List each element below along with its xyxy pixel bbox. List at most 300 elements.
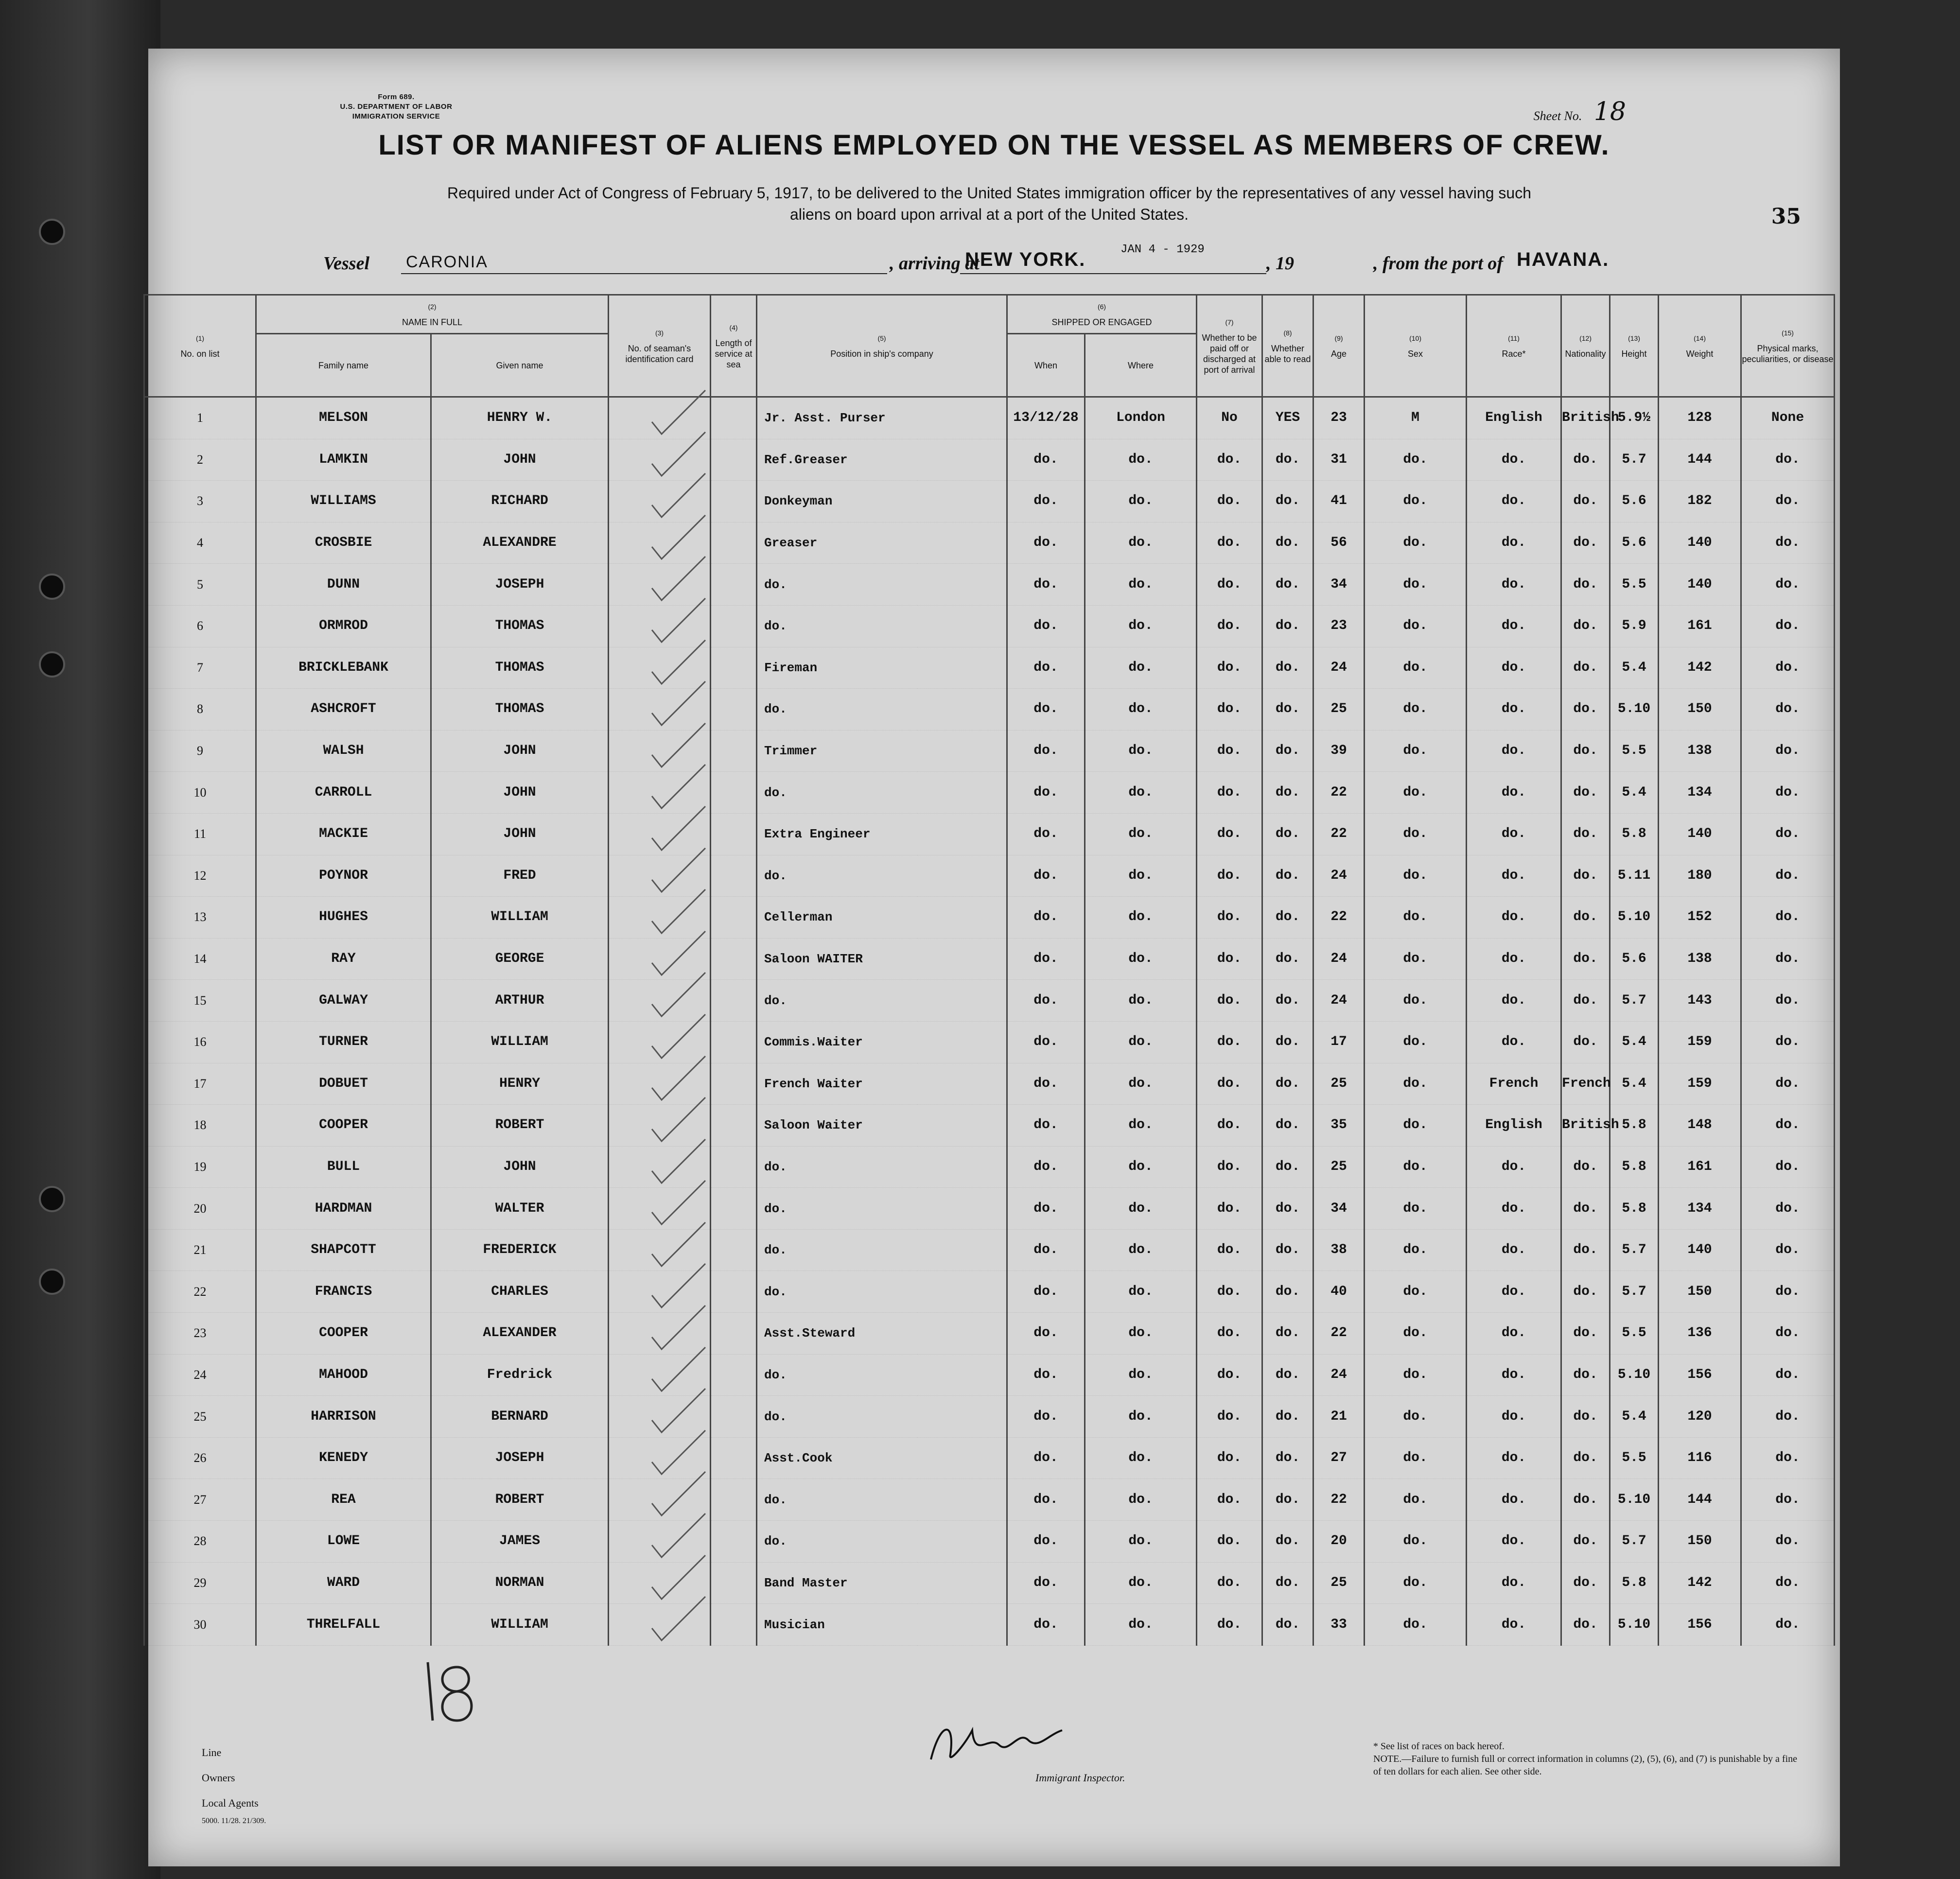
nationality: do. [1561, 938, 1610, 980]
height: 5.6 [1610, 938, 1659, 980]
service-length [711, 1229, 757, 1271]
family-name: WILLIAMS [256, 481, 431, 522]
row-number: 25 [144, 1396, 256, 1438]
race: do. [1467, 1437, 1561, 1479]
family-name: ORMROD [256, 605, 431, 647]
paid-off: do. [1197, 1354, 1262, 1396]
table-row [144, 1063, 1835, 1105]
given-name: WILLIAM [431, 897, 609, 939]
row-number: 21 [144, 1229, 256, 1271]
col-label: Whether able to read [1264, 343, 1311, 364]
paid-off: do. [1197, 1021, 1262, 1063]
shipped-where: do. [1085, 439, 1197, 481]
sex: do. [1365, 1604, 1467, 1646]
nationality: do. [1561, 813, 1610, 855]
able-to-read: do. [1262, 689, 1313, 731]
able-to-read: do. [1262, 1063, 1313, 1105]
nationality: French [1561, 1063, 1610, 1105]
paid-off: No [1197, 397, 1262, 439]
family-name: LAMKIN [256, 439, 431, 481]
nationality: do. [1561, 1396, 1610, 1438]
col-height-header [1610, 295, 1659, 397]
nationality: do. [1561, 1604, 1610, 1646]
paid-off: do. [1197, 980, 1262, 1022]
physical-marks: do. [1741, 855, 1835, 897]
col-name-header [256, 295, 609, 334]
service-length [711, 1479, 757, 1521]
table-row [144, 647, 1835, 689]
height: 5.8 [1610, 1146, 1659, 1188]
race: do. [1467, 689, 1561, 731]
able-to-read: do. [1262, 772, 1313, 814]
physical-marks: do. [1741, 897, 1835, 939]
shipped-where: do. [1085, 1063, 1197, 1105]
col-num: (6) [1097, 302, 1106, 311]
row-number: 2 [144, 439, 256, 481]
given-name: THOMAS [431, 647, 609, 689]
physical-marks: do. [1741, 564, 1835, 606]
from-port: HAVANA. [1517, 249, 1610, 270]
sex: do. [1365, 439, 1467, 481]
row-number: 17 [144, 1063, 256, 1105]
col-position-header [757, 295, 1007, 397]
document-subtitle [309, 182, 1670, 225]
given-name: JOSEPH [431, 1437, 609, 1479]
physical-marks: do. [1741, 1146, 1835, 1188]
nationality: do. [1561, 1229, 1610, 1271]
age: 56 [1313, 522, 1365, 564]
family-name: REA [256, 1479, 431, 1521]
shipped-where: do. [1085, 1271, 1197, 1313]
position: Trimmer [757, 730, 1007, 772]
sex: do. [1365, 1229, 1467, 1271]
shipped-when: do. [1007, 439, 1085, 481]
position: Donkeyman [757, 481, 1007, 522]
binder-hole [39, 651, 65, 678]
nationality: do. [1561, 730, 1610, 772]
weight: 144 [1659, 1479, 1741, 1521]
shipped-where: do. [1085, 1229, 1197, 1271]
shipped-where: do. [1085, 730, 1197, 772]
able-to-read: do. [1262, 522, 1313, 564]
footer-local-agents-label: Local Agents [202, 1797, 259, 1809]
service-length [711, 1562, 757, 1604]
shipped-when: do. [1007, 1229, 1085, 1271]
race: do. [1467, 1271, 1561, 1313]
race: do. [1467, 1146, 1561, 1188]
paid-off: do. [1197, 855, 1262, 897]
height: 5.7 [1610, 1521, 1659, 1563]
fine-note: NOTE.—Failure to furnish full or correct information in columns (2), (5), (6), and (7) is punishable by a fine of ten dollars for each alien. See other side. [1373, 1754, 1798, 1777]
shipped-where: do. [1085, 813, 1197, 855]
family-name: BULL [256, 1146, 431, 1188]
weight: 134 [1659, 772, 1741, 814]
position: do. [757, 1354, 1007, 1396]
service-length [711, 689, 757, 731]
position: Fireman [757, 647, 1007, 689]
col-label: Race* [1502, 348, 1526, 359]
table-row [144, 1437, 1835, 1479]
shipped-where: do. [1085, 1521, 1197, 1563]
col-family-name-header: Family name [256, 334, 431, 397]
position: do. [757, 1396, 1007, 1438]
col-label: NAME IN FULL [402, 317, 463, 327]
shipped-where: do. [1085, 855, 1197, 897]
given-name: JOHN [431, 813, 609, 855]
nationality: do. [1561, 1562, 1610, 1604]
able-to-read: do. [1262, 605, 1313, 647]
col-label: Length of service at sea [715, 338, 752, 369]
weight: 138 [1659, 730, 1741, 772]
height: 5.11 [1610, 855, 1659, 897]
service-length [711, 605, 757, 647]
family-name: HARDMAN [256, 1188, 431, 1230]
sex: do. [1365, 1146, 1467, 1188]
sex: do. [1365, 1188, 1467, 1230]
family-name: HUGHES [256, 897, 431, 939]
shipped-when: do. [1007, 1271, 1085, 1313]
paid-off: do. [1197, 1063, 1262, 1105]
height: 5.7 [1610, 1271, 1659, 1313]
row-number: 13 [144, 897, 256, 939]
col-label: Nationality [1565, 348, 1606, 359]
table-row [144, 564, 1835, 606]
col-weight-header [1659, 295, 1741, 397]
race: do. [1467, 564, 1561, 606]
row-number: 6 [144, 605, 256, 647]
family-name: BRICKLEBANK [256, 647, 431, 689]
able-to-read: do. [1262, 564, 1313, 606]
shipped-where: do. [1085, 647, 1197, 689]
shipped-where: do. [1085, 1604, 1197, 1646]
physical-marks: do. [1741, 1229, 1835, 1271]
weight: 150 [1659, 1271, 1741, 1313]
table-row [144, 1271, 1835, 1313]
paid-off: do. [1197, 1479, 1262, 1521]
nationality: do. [1561, 647, 1610, 689]
service-length [711, 980, 757, 1022]
given-name: HENRY [431, 1063, 609, 1105]
sex: M [1365, 397, 1467, 439]
col-paid-header [1197, 295, 1262, 397]
nationality: do. [1561, 897, 1610, 939]
shipped-when: do. [1007, 813, 1085, 855]
physical-marks: do. [1741, 689, 1835, 731]
weight: 150 [1659, 689, 1741, 731]
physical-marks: do. [1741, 605, 1835, 647]
service-length [711, 938, 757, 980]
service-length [711, 855, 757, 897]
given-name: THOMAS [431, 605, 609, 647]
family-name: HARRISON [256, 1396, 431, 1438]
col-label: Weight [1686, 348, 1714, 359]
given-name: ALEXANDRE [431, 522, 609, 564]
row-number: 4 [144, 522, 256, 564]
age: 21 [1313, 1396, 1365, 1438]
paid-off: do. [1197, 1313, 1262, 1355]
paid-off: do. [1197, 564, 1262, 606]
family-name: MAHOOD [256, 1354, 431, 1396]
shipped-when: do. [1007, 980, 1085, 1022]
physical-marks: do. [1741, 813, 1835, 855]
binder-hole [39, 219, 65, 245]
able-to-read: do. [1262, 1188, 1313, 1230]
col-num: (9) [1334, 334, 1343, 342]
family-name: POYNOR [256, 855, 431, 897]
age: 23 [1313, 397, 1365, 439]
sex: do. [1365, 1437, 1467, 1479]
physical-marks: do. [1741, 1188, 1835, 1230]
shipped-where: do. [1085, 897, 1197, 939]
sheet-number-label: Sheet No. [1533, 109, 1582, 123]
family-name: GALWAY [256, 980, 431, 1022]
age: 22 [1313, 1479, 1365, 1521]
physical-marks: do. [1741, 1396, 1835, 1438]
col-num: (13) [1628, 334, 1640, 342]
paid-off: do. [1197, 1188, 1262, 1230]
paid-off: do. [1197, 689, 1262, 731]
given-name: WALTER [431, 1188, 609, 1230]
height: 5.6 [1610, 522, 1659, 564]
service-length [711, 1521, 757, 1563]
given-name: RICHARD [431, 481, 609, 522]
col-read-header [1262, 295, 1313, 397]
given-name: ROBERT [431, 1105, 609, 1147]
shipped-when: do. [1007, 689, 1085, 731]
family-name: COOPER [256, 1313, 431, 1355]
position: Extra Engineer [757, 813, 1007, 855]
sex: do. [1365, 1354, 1467, 1396]
shipped-where: do. [1085, 1479, 1197, 1521]
binder-hole [39, 1186, 65, 1212]
col-where-header: Where [1085, 334, 1197, 397]
col-num: (10) [1409, 334, 1421, 342]
col-label: Physical marks, peculiarities, or disease [1742, 343, 1834, 364]
physical-marks: do. [1741, 1105, 1835, 1147]
race: do. [1467, 439, 1561, 481]
race: do. [1467, 772, 1561, 814]
department: U.S. DEPARTMENT OF LABOR [340, 103, 453, 111]
paid-off: do. [1197, 647, 1262, 689]
row-number: 30 [144, 1604, 256, 1646]
row-number: 28 [144, 1521, 256, 1563]
nationality: do. [1561, 1021, 1610, 1063]
paid-off: do. [1197, 1521, 1262, 1563]
shipped-when: do. [1007, 897, 1085, 939]
shipped-when: do. [1007, 1146, 1085, 1188]
height: 5.9 [1610, 605, 1659, 647]
able-to-read: do. [1262, 1021, 1313, 1063]
sex: do. [1365, 813, 1467, 855]
col-num: (11) [1508, 334, 1520, 342]
given-name: NORMAN [431, 1562, 609, 1604]
manifest-sheet [148, 49, 1840, 1866]
position: do. [757, 855, 1007, 897]
row-number: 3 [144, 481, 256, 522]
nationality: do. [1561, 605, 1610, 647]
physical-marks: do. [1741, 1521, 1835, 1563]
physical-marks: do. [1741, 730, 1835, 772]
able-to-read: do. [1262, 897, 1313, 939]
sex: do. [1365, 522, 1467, 564]
shipped-when: do. [1007, 1604, 1085, 1646]
nationality: do. [1561, 1521, 1610, 1563]
physical-marks: do. [1741, 1313, 1835, 1355]
shipped-where: do. [1085, 1396, 1197, 1438]
weight: 138 [1659, 938, 1741, 980]
able-to-read: do. [1262, 813, 1313, 855]
sex: do. [1365, 855, 1467, 897]
race: do. [1467, 1521, 1561, 1563]
row-number: 22 [144, 1271, 256, 1313]
paid-off: do. [1197, 1146, 1262, 1188]
height: 5.5 [1610, 1437, 1659, 1479]
paid-off: do. [1197, 1604, 1262, 1646]
given-name: FRED [431, 855, 609, 897]
age: 27 [1313, 1437, 1365, 1479]
table-row [144, 1105, 1835, 1147]
race: French [1467, 1063, 1561, 1105]
service-length [711, 1437, 757, 1479]
paid-off: do. [1197, 522, 1262, 564]
position: Ref.Greaser [757, 439, 1007, 481]
physical-marks: None [1741, 397, 1835, 439]
position: do. [757, 772, 1007, 814]
nationality: do. [1561, 481, 1610, 522]
paid-off: do. [1197, 1105, 1262, 1147]
height: 5.8 [1610, 1562, 1659, 1604]
arrival-date-stamp: JAN 4 - 1929 [1120, 243, 1205, 256]
col-label: Position in ship's company [830, 348, 933, 359]
col-nationality-header [1561, 295, 1610, 397]
race: English [1467, 397, 1561, 439]
shipped-where: London [1085, 397, 1197, 439]
race-note: * See list of races on back hereof. [1373, 1741, 1505, 1752]
service-length [711, 1354, 757, 1396]
row-number: 5 [144, 564, 256, 606]
col-num: (4) [729, 323, 738, 331]
handwritten-sheet-number [418, 1653, 481, 1730]
nationality: do. [1561, 772, 1610, 814]
nationality: British [1561, 397, 1610, 439]
col-num: (12) [1579, 334, 1592, 342]
inspector-signature [926, 1716, 1067, 1769]
table-row [144, 481, 1835, 522]
shipped-when: do. [1007, 1521, 1085, 1563]
race: do. [1467, 855, 1561, 897]
race: do. [1467, 1479, 1561, 1521]
col-no-header [144, 295, 256, 397]
position: Asst.Cook [757, 1437, 1007, 1479]
weight: 140 [1659, 522, 1741, 564]
col-shipped-header [1007, 295, 1197, 334]
table-row [144, 1229, 1835, 1271]
able-to-read: do. [1262, 439, 1313, 481]
service-length [711, 439, 757, 481]
paid-off: do. [1197, 1396, 1262, 1438]
given-name: Fredrick [431, 1354, 609, 1396]
vessel-label: Vessel [323, 253, 369, 274]
weight: 128 [1659, 397, 1741, 439]
able-to-read: do. [1262, 938, 1313, 980]
physical-marks: do. [1741, 1271, 1835, 1313]
table-row [144, 980, 1835, 1022]
paid-off: do. [1197, 938, 1262, 980]
service-length [711, 647, 757, 689]
shipped-when: do. [1007, 522, 1085, 564]
paid-off: do. [1197, 897, 1262, 939]
given-name: WILLIAM [431, 1021, 609, 1063]
sex: do. [1365, 481, 1467, 522]
able-to-read: YES [1262, 397, 1313, 439]
weight: 161 [1659, 605, 1741, 647]
physical-marks: do. [1741, 1021, 1835, 1063]
shipped-where: do. [1085, 1313, 1197, 1355]
shipped-when: do. [1007, 481, 1085, 522]
vessel-line [323, 243, 1636, 278]
shipped-when: do. [1007, 1313, 1085, 1355]
weight: 180 [1659, 855, 1741, 897]
position: Saloon WAITER [757, 938, 1007, 980]
race: do. [1467, 1021, 1561, 1063]
able-to-read: do. [1262, 1313, 1313, 1355]
sex: do. [1365, 730, 1467, 772]
shipped-where: do. [1085, 938, 1197, 980]
race: do. [1467, 897, 1561, 939]
row-number: 11 [144, 813, 256, 855]
table-row [144, 522, 1835, 564]
weight: 156 [1659, 1604, 1741, 1646]
race: do. [1467, 1604, 1561, 1646]
given-name: FREDERICK [431, 1229, 609, 1271]
weight: 140 [1659, 1229, 1741, 1271]
height: 5.5 [1610, 730, 1659, 772]
service-length [711, 813, 757, 855]
weight: 144 [1659, 439, 1741, 481]
shipped-where: do. [1085, 689, 1197, 731]
position: Band Master [757, 1562, 1007, 1604]
row-number: 8 [144, 689, 256, 731]
check-mark-icon [649, 1594, 708, 1648]
nationality: British [1561, 1105, 1610, 1147]
age: 41 [1313, 481, 1365, 522]
height: 5.4 [1610, 1021, 1659, 1063]
given-name: ALEXANDER [431, 1313, 609, 1355]
vessel-name: CARONIA [406, 253, 488, 271]
nationality: do. [1561, 855, 1610, 897]
physical-marks: do. [1741, 522, 1835, 564]
col-label: SHIPPED OR ENGAGED [1051, 317, 1152, 327]
row-number: 26 [144, 1437, 256, 1479]
age: 31 [1313, 439, 1365, 481]
family-name: CROSBIE [256, 522, 431, 564]
shipped-where: do. [1085, 980, 1197, 1022]
height: 5.4 [1610, 1396, 1659, 1438]
family-name: KENEDY [256, 1437, 431, 1479]
able-to-read: do. [1262, 1229, 1313, 1271]
col-sex-header [1365, 295, 1467, 397]
height: 5.7 [1610, 980, 1659, 1022]
table-row [144, 397, 1835, 439]
weight: 152 [1659, 897, 1741, 939]
shipped-where: do. [1085, 522, 1197, 564]
col-idcard-header [609, 295, 711, 397]
physical-marks: do. [1741, 1479, 1835, 1521]
height: 5.10 [1610, 1479, 1659, 1521]
col-num: (7) [1225, 318, 1234, 326]
nationality: do. [1561, 1479, 1610, 1521]
position: Commis.Waiter [757, 1021, 1007, 1063]
